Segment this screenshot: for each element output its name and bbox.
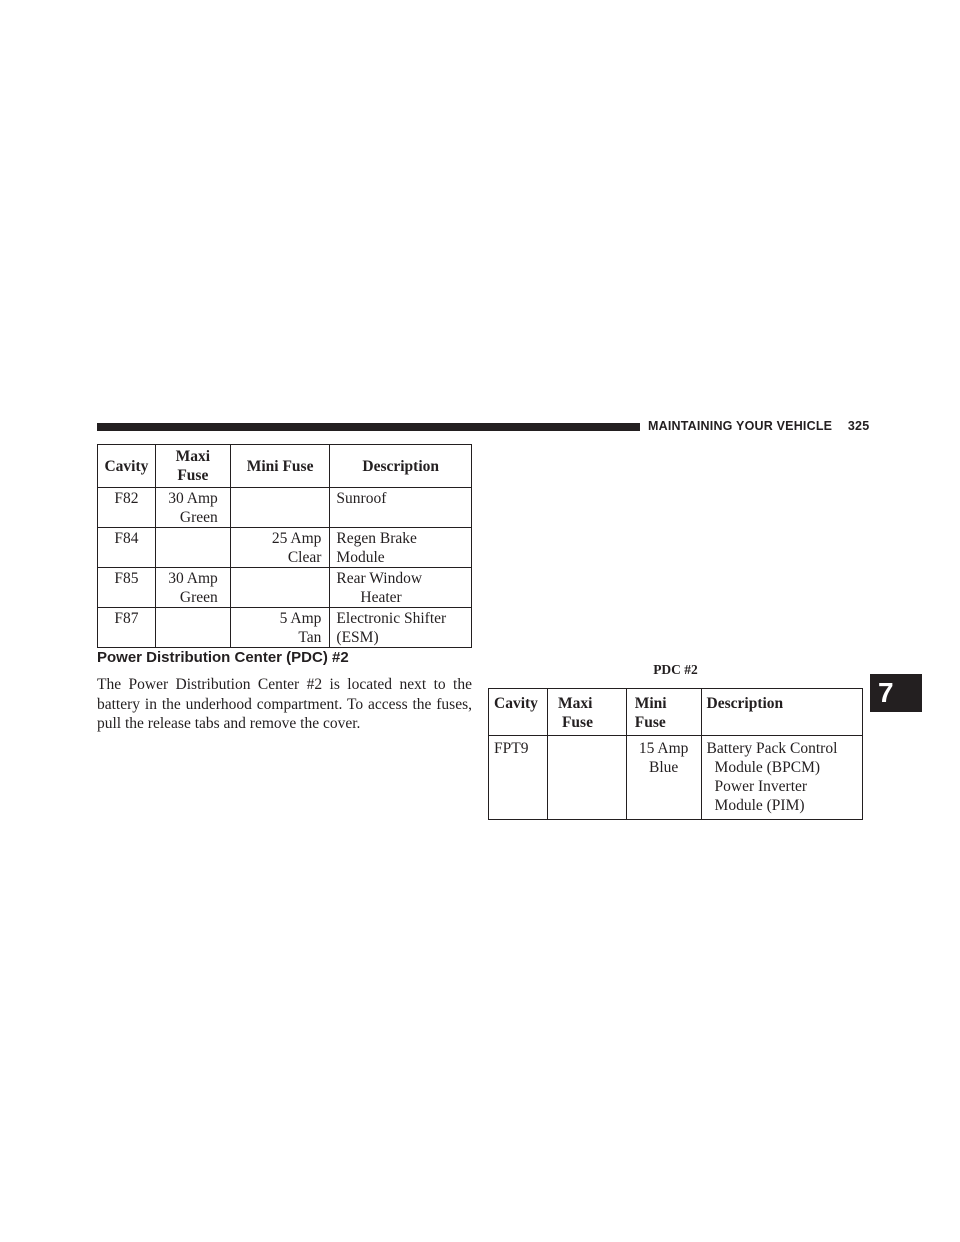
- description-cell: Battery Pack Control Module (BPCM) Power Inverter Module (PIM): [701, 736, 862, 820]
- cavity-cell: F87: [98, 608, 156, 648]
- cavity-cell: F84: [98, 528, 156, 568]
- mini-fuse-cell: 15 Amp Blue: [626, 736, 701, 820]
- maxi-fuse-cell: 30 Amp Green: [155, 568, 230, 608]
- cavity-cell: F85: [98, 568, 156, 608]
- page-number: 325: [847, 419, 870, 433]
- pdc2-table-header: [489, 689, 863, 736]
- col-header-cavity: Cavity: [489, 689, 548, 736]
- col-header-mini-fuse: Mini Fuse: [626, 689, 701, 736]
- col-header-maxi-fuse: Maxi Fuse: [155, 445, 230, 488]
- fuse-table: [97, 444, 472, 648]
- running-header: [648, 419, 869, 433]
- table-row: [98, 568, 472, 608]
- col-header-cavity: Cavity: [98, 445, 156, 488]
- table-caption: PDC #2: [653, 662, 698, 677]
- maxi-fuse-cell: [547, 736, 626, 820]
- section-heading: Power Distribution Center (PDC) #2: [97, 649, 349, 666]
- description-cell: Electronic Shifter (ESM): [330, 608, 472, 648]
- section-title: MAINTAINING YOUR VEHICLE: [648, 419, 833, 433]
- pdc2-fuse-table: [488, 688, 863, 820]
- maxi-fuse-cell: 30 Amp Green: [155, 488, 230, 528]
- mini-fuse-cell: 5 Amp Tan: [230, 608, 330, 648]
- cavity-cell: FPT9: [489, 736, 548, 820]
- col-header-description: Description: [701, 689, 862, 736]
- col-header-description: Description: [330, 445, 472, 488]
- table-row: [98, 608, 472, 648]
- chapter-tab: 7: [870, 674, 922, 712]
- maxi-fuse-cell: [155, 608, 230, 648]
- description-cell: Rear Window Heater: [330, 568, 472, 608]
- table-row: [98, 488, 472, 528]
- description-cell: Sunroof: [330, 488, 472, 528]
- table-row: [489, 736, 863, 820]
- maxi-fuse-cell: [155, 528, 230, 568]
- col-header-maxi-fuse: Maxi Fuse: [547, 689, 626, 736]
- mini-fuse-cell: [230, 568, 330, 608]
- body-paragraph: The Power Distribution Center #2 is located next to the battery in the underhood compartment. To access the fuses, pull the release tabs and remove the cover.: [97, 676, 472, 733]
- header-rule: [97, 423, 640, 431]
- description-cell: Regen Brake Module: [330, 528, 472, 568]
- mini-fuse-cell: 25 Amp Clear: [230, 528, 330, 568]
- cavity-cell: F82: [98, 488, 156, 528]
- table-row: [98, 528, 472, 568]
- fuse-table-header: [98, 445, 472, 488]
- col-header-mini-fuse: Mini Fuse: [230, 445, 330, 488]
- mini-fuse-cell: [230, 488, 330, 528]
